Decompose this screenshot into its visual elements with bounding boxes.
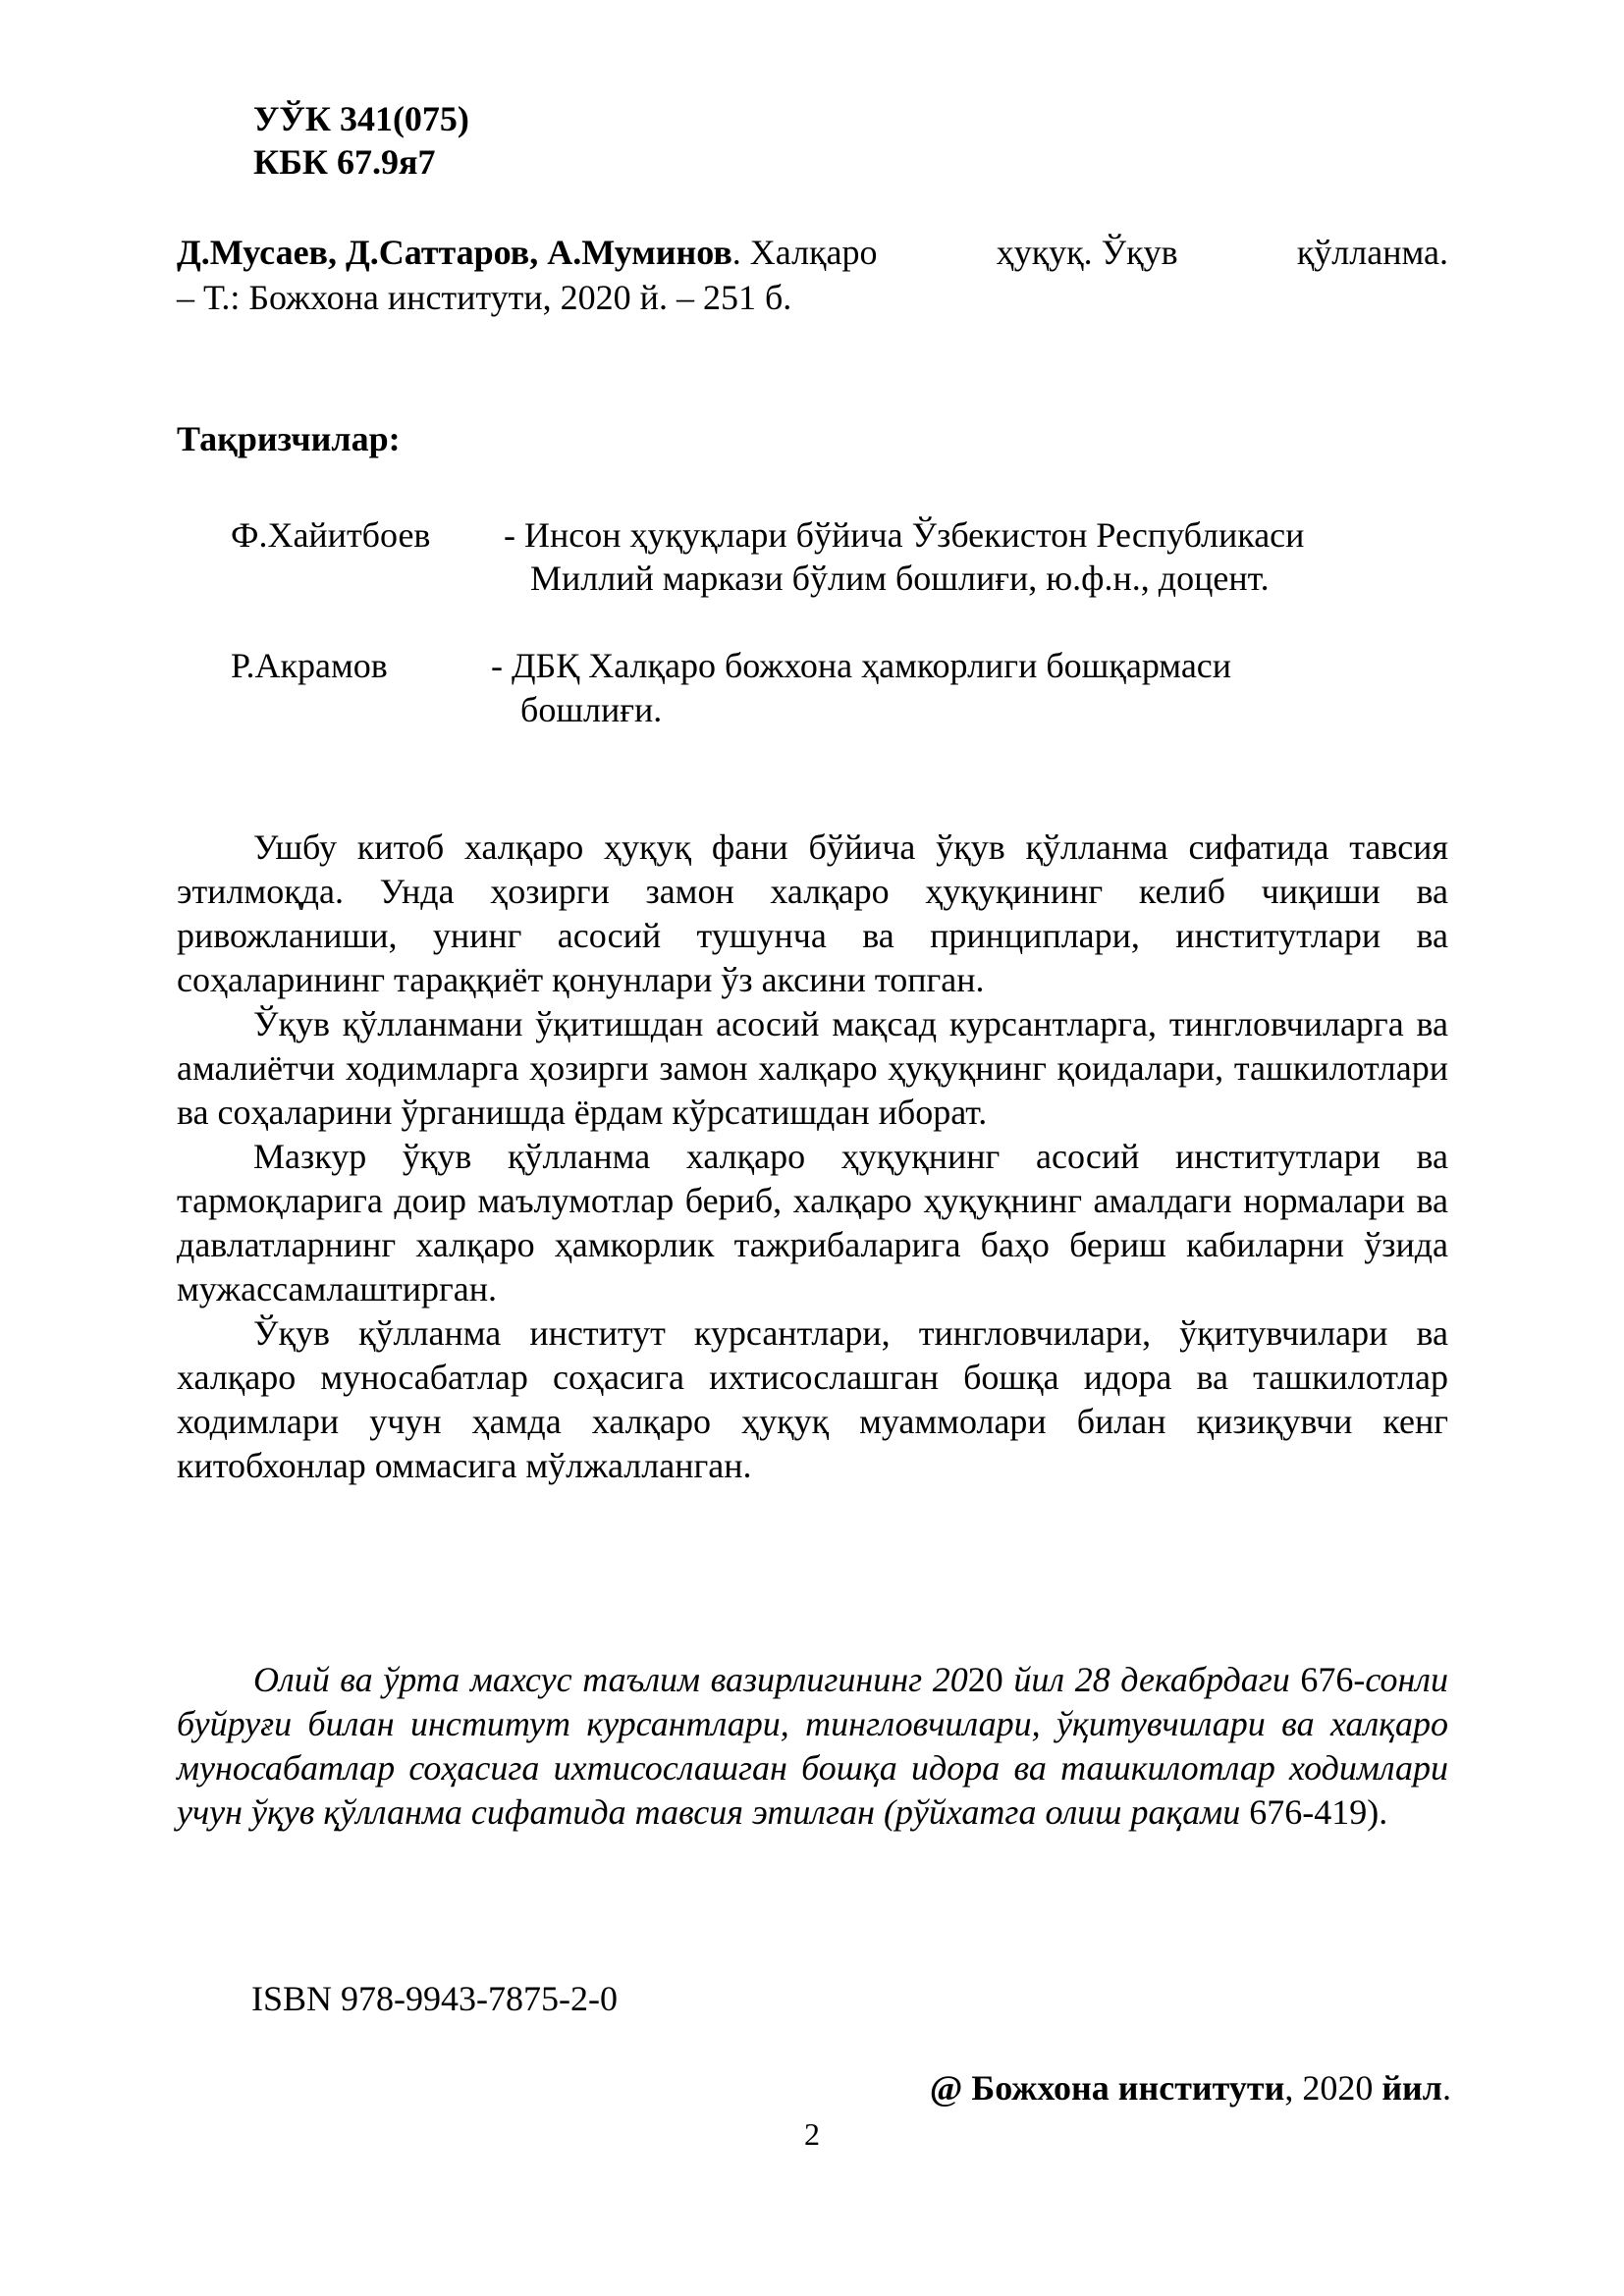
- copyright-line: [930, 2065, 1451, 2110]
- approval-registration-number: 676-419: [1249, 1792, 1368, 1832]
- page-number: 2: [804, 2116, 820, 2152]
- citation-title-part3: қўлланма.: [1296, 233, 1448, 272]
- reviewer-2-position-line1: - ДБҚ Халқаро божхона ҳамкорлиги бошқармаси: [491, 646, 1232, 685]
- approval-year-digits: 20: [967, 1660, 1003, 1699]
- reviewer-2-position-line2: бошлиғи.: [520, 690, 663, 729]
- citation-line-1: [177, 230, 1448, 275]
- annotation-text: [177, 826, 1448, 1488]
- copyright-year: , 2020: [1284, 2068, 1382, 2108]
- approval-order-number: 676: [1300, 1660, 1354, 1699]
- bibliographic-citation: [177, 230, 1448, 320]
- approval-text-c: йил 28 декабрдаги: [1002, 1660, 1301, 1699]
- kbk-code: КБК 67.9я7: [253, 142, 436, 182]
- copyright-suffix: йил: [1381, 2068, 1442, 2108]
- copyright-dot: .: [1442, 2068, 1451, 2108]
- annotation-paragraph: Ўқув қўлланма институт курсантлари, тингловчилари, ўқитувчилари ва халқаро муносабатлар соҳасига ихтисослашган бошқа идора ва ташкилотлар ходимлари учун ҳамда халқаро ҳуқуқ муаммолари билан қизиқувчи кенг китобхонлар оммасига мўлжалланган.: [177, 1313, 1448, 1485]
- approval-text-e: -сонли буйруғи билан институт курсантлари, тингловчилари, ўқитувчилари ва халқаро муносабатлар соҳасига ихтисослашган бошқа идора ва ташкилотлар ходимлари учун ўқув қўлланма сифатида тавсия этилган (рўйхатга олиш рақами: [177, 1660, 1449, 1832]
- approval-text-g: ).: [1367, 1792, 1388, 1832]
- citation-authors: Д.Мусаев, Д.Саттаров, А.Муминов: [177, 233, 732, 272]
- annotation-paragraph: Ушбу китоб халқаро ҳуқуқ фани бўйича ўқув қўлланма сифатида тавсия этилмоқда. Унда ҳозирги замон халқаро ҳуқуқининг келиб чиқиши ва ривожланиши, унинг асосий тушунча ва принциплари, институтлари ва соҳаларининг тараққиёт қонунлари ўз аксини топган.: [177, 828, 1448, 999]
- citation-title-part1: . Халқаро: [731, 233, 878, 272]
- citation-title-part2: ҳуқуқ. Ўқув: [996, 233, 1178, 272]
- reviewer-1-name: Ф.Хайитбоев: [231, 515, 431, 555]
- citation-line-2: – Т.: Божхона институти, 2020 й. – 251 б.: [177, 278, 792, 317]
- approval-text-a: Олий ва ўрта махсус таълим вазирлигининг 20: [253, 1660, 968, 1699]
- annotation-paragraph: Мазкур ўқув қўлланма халқаро ҳуқуқнинг асосий институтлари ва тармоқларига доир маълумотлар бериб, халқаро ҳуқуқнинг амалдаги нормалари ва давлатларнинг халқаро ҳамкорлик тажрибаларига баҳо бериш кабиларни ўзида мужассамлаштирган.: [177, 1137, 1448, 1308]
- reviewer-1-position-line2: Миллий маркази бўлим бошлиғи, ю.ф.н., доцент.: [530, 559, 1270, 598]
- annotation-paragraph: Ўқув қўлланмани ўқитишдан асосий мақсад курсантларга, тингловчиларга ва амалиётчи ходимларга ҳозирги замон халқаро ҳуқуқнинг қоидалари, ташкилотлари ва соҳаларини ўрганишда ёрдам кўрсатишдан иборат.: [177, 1004, 1448, 1132]
- copyright-org: Божхона институти: [971, 2068, 1285, 2108]
- udk-code: УЎК 341(075): [253, 99, 469, 138]
- isbn-number: ISBN 978-9943-7875-2-0: [251, 1979, 618, 2018]
- copyright-symbol: @: [929, 2068, 972, 2108]
- ministry-approval-note: [177, 1658, 1448, 1835]
- reviewer-1-position-line1: - Инсон ҳуқуқлари бўйича Ўзбекистон Республикаси: [504, 515, 1305, 555]
- reviewers-heading: Тақризчилар:: [177, 419, 401, 458]
- reviewer-2-name: Р.Акрамов: [231, 646, 388, 685]
